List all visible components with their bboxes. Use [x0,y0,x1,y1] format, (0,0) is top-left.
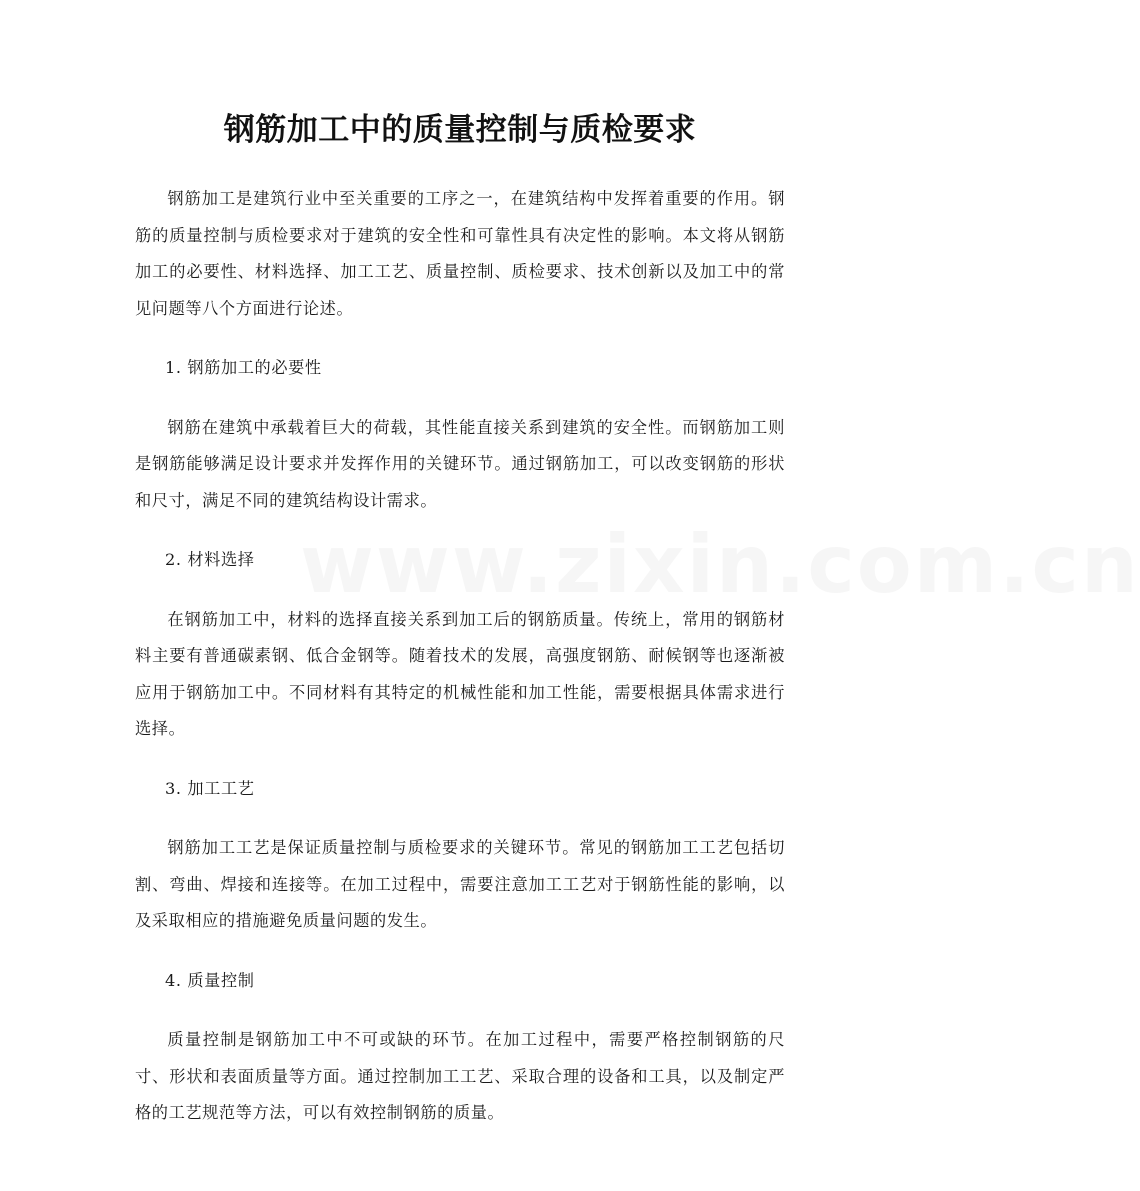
section-heading-3: 3. 加工工艺 [165,778,255,798]
section-body-4: 质量控制是钢筋加工中不可或缺的环节。在加工过程中，需要严格控制钢筋的尺寸、形状和表面质量等方面。通过控制加工工艺、采取合理的设备和工具，以及制定严格的工艺规范等方法，可以有效控制钢筋的质量。 [135,1030,785,1122]
section-heading-1: 1. 钢筋加工的必要性 [165,358,322,377]
section-body-1: 钢筋在建筑中承载着巨大的荷载，其性能直接关系到建筑的安全性。而钢筋加工则是钢筋能够满足设计要求并发挥作用的关键环节。通过钢筋加工，可以改变钢筋的形状和尺寸，满足不同的建筑结构设计需求。 [135,417,785,510]
section-body-2: 在钢筋加工中，材料的选择直接关系到加工后的钢筋质量。传统上，常用的钢筋材料主要有普通碳素钢、低合金钢等。随着技术的发展，高强度钢筋、耐候钢等也逐渐被应用于钢筋加工中。不同材料有其特定的机械性能和加工性能，需要根据具体需求进行选择。 [135,609,785,738]
section-body-3: 钢筋加工工艺是保证质量控制与质检要求的关键环节。常见的钢筋加工工艺包括切割、弯曲、焊接和连接等。在加工过程中，需要注意加工工艺对于钢筋性能的影响，以及采取相应的措施避免质量问题的发生。 [135,838,785,930]
intro-paragraph: 钢筋加工是建筑行业中至关重要的工序之一，在建筑结构中发挥着重要的作用。钢筋的质量控制与质检要求对于建筑的安全性和可靠性具有决定性的影响。本文将从钢筋加工的必要性、材料选择、加工工艺、质量控制、质检要求、技术创新以及加工中的常见问题等八个方面进行论述。 [135,189,785,318]
section-heading-2: 2. 材料选择 [165,550,255,569]
section-heading-4: 4. 质量控制 [165,970,255,990]
watermark: www.zixin.com.cn [300,518,1140,611]
document-body [135,181,1140,1155]
document-title: 钢筋加工中的质量控制与质检要求 [223,112,697,148]
